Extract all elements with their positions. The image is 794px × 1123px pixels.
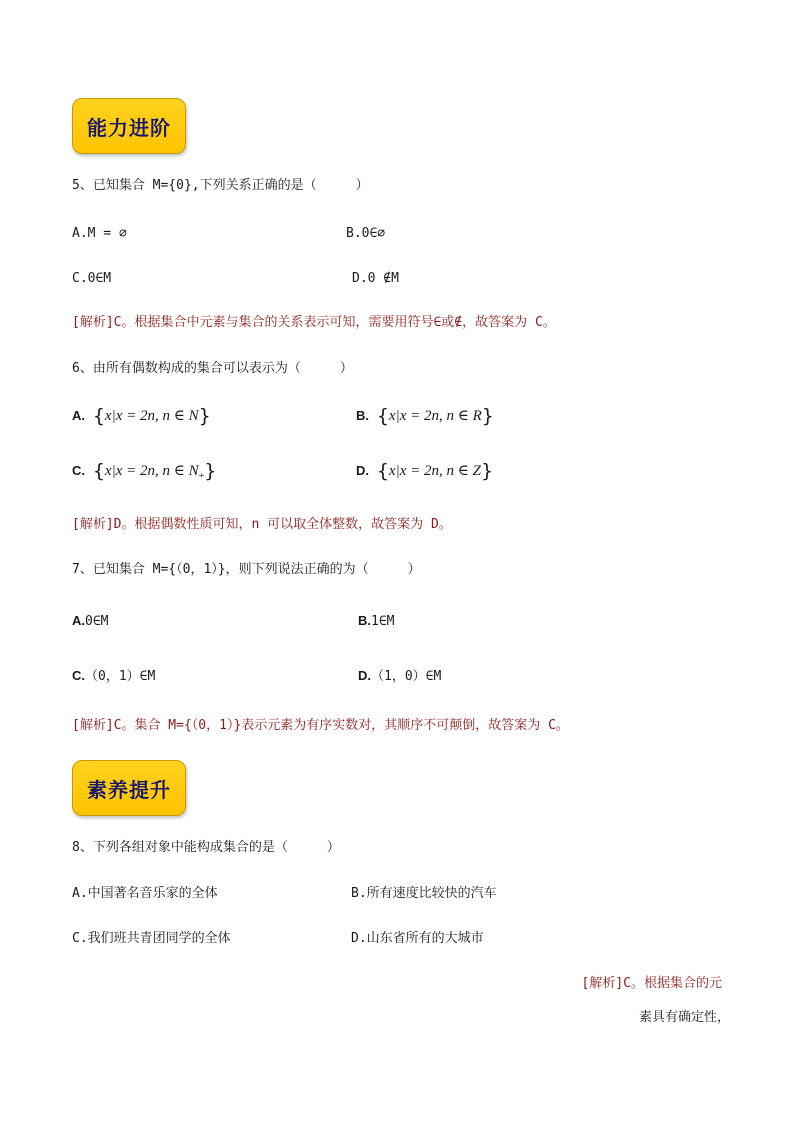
- q5-option-a: A.M = ∅: [72, 226, 127, 241]
- q8-option-c: C.我们班共青团同学的全体: [72, 931, 231, 946]
- q6-option-b: [356, 405, 494, 430]
- section-badge-literacy: 素养提升: [72, 760, 186, 816]
- q6-option-b-formula: {x|x = 2n, n ∈ R}: [376, 405, 494, 427]
- q5-answer: [解析]C。根据集合中元素与集合的关系表示可知，需要用符号∈或∉，故答案为 C。: [72, 315, 556, 330]
- q7-option-a-text: 0∈M: [85, 614, 109, 629]
- q5-option-d: D.0 ∉M: [352, 271, 399, 286]
- q7-option-d-label: D.: [358, 668, 371, 683]
- q7-option-d-text: （1，0）∈M: [371, 669, 442, 684]
- q6-option-c-formula: {x|x = 2n, n ∈ $N_+$}: [92, 460, 217, 482]
- q6-option-c-label: C.: [72, 463, 85, 478]
- q7-option-c-text: （0，1）∈M: [85, 669, 156, 684]
- q6-option-a-formula: {x|x = 2n, n ∈ N}: [92, 405, 211, 427]
- q6-option-d-formula: {x|x = 2n, n ∈ Z}: [376, 460, 494, 482]
- question-6-stem: 6、由所有偶数构成的集合可以表示为（ ）: [72, 361, 353, 376]
- q5-option-c: C.0∈M: [72, 271, 112, 286]
- question-5-stem: 5、已知集合 M={0},下列关系正确的是（ ）: [72, 178, 369, 193]
- q8-answer-line-1: [解析]C。根据集合的元: [581, 976, 722, 991]
- q5-option-b: B.0∈∅: [346, 226, 386, 241]
- q7-option-a: [72, 613, 108, 630]
- q7-answer: [解析]C。集合 M={（0，1）}表示元素为有序实数对，其顺序不可颠倒，故答案为 C。: [72, 718, 569, 733]
- q6-option-b-label: B.: [356, 408, 369, 423]
- q6-option-c: [72, 460, 217, 485]
- q6-option-a-label: A.: [72, 408, 85, 423]
- question-8-stem: 8、下列各组对象中能构成集合的是（ ）: [72, 840, 340, 855]
- q7-option-c: [72, 668, 155, 685]
- question-7-stem: 7、已知集合 M={（0，1）}，则下列说法正确的为（ ）: [72, 562, 421, 577]
- q7-option-d: [358, 668, 441, 685]
- q8-answer-line-2: 素具有确定性，: [638, 1010, 730, 1025]
- q7-option-a-label: A.: [72, 613, 85, 628]
- q7-option-c-label: C.: [72, 668, 85, 683]
- q7-option-b: [358, 613, 394, 630]
- section-badge-ability: 能力进阶: [72, 98, 186, 154]
- q8-option-b: B.所有速度比较快的汽车: [351, 886, 497, 901]
- q6-option-a: [72, 405, 211, 430]
- q6-answer: [解析]D。根据偶数性质可知，n 可以取全体整数，故答案为 D。: [72, 517, 452, 532]
- q7-option-b-label: B.: [358, 613, 371, 628]
- q8-option-d: D.山东省所有的大城市: [351, 931, 484, 946]
- q6-option-d: [356, 460, 494, 485]
- q6-option-d-label: D.: [356, 463, 369, 478]
- q8-option-a: A.中国著名音乐家的全体: [72, 886, 218, 901]
- q7-option-b-text: 1∈M: [371, 614, 395, 629]
